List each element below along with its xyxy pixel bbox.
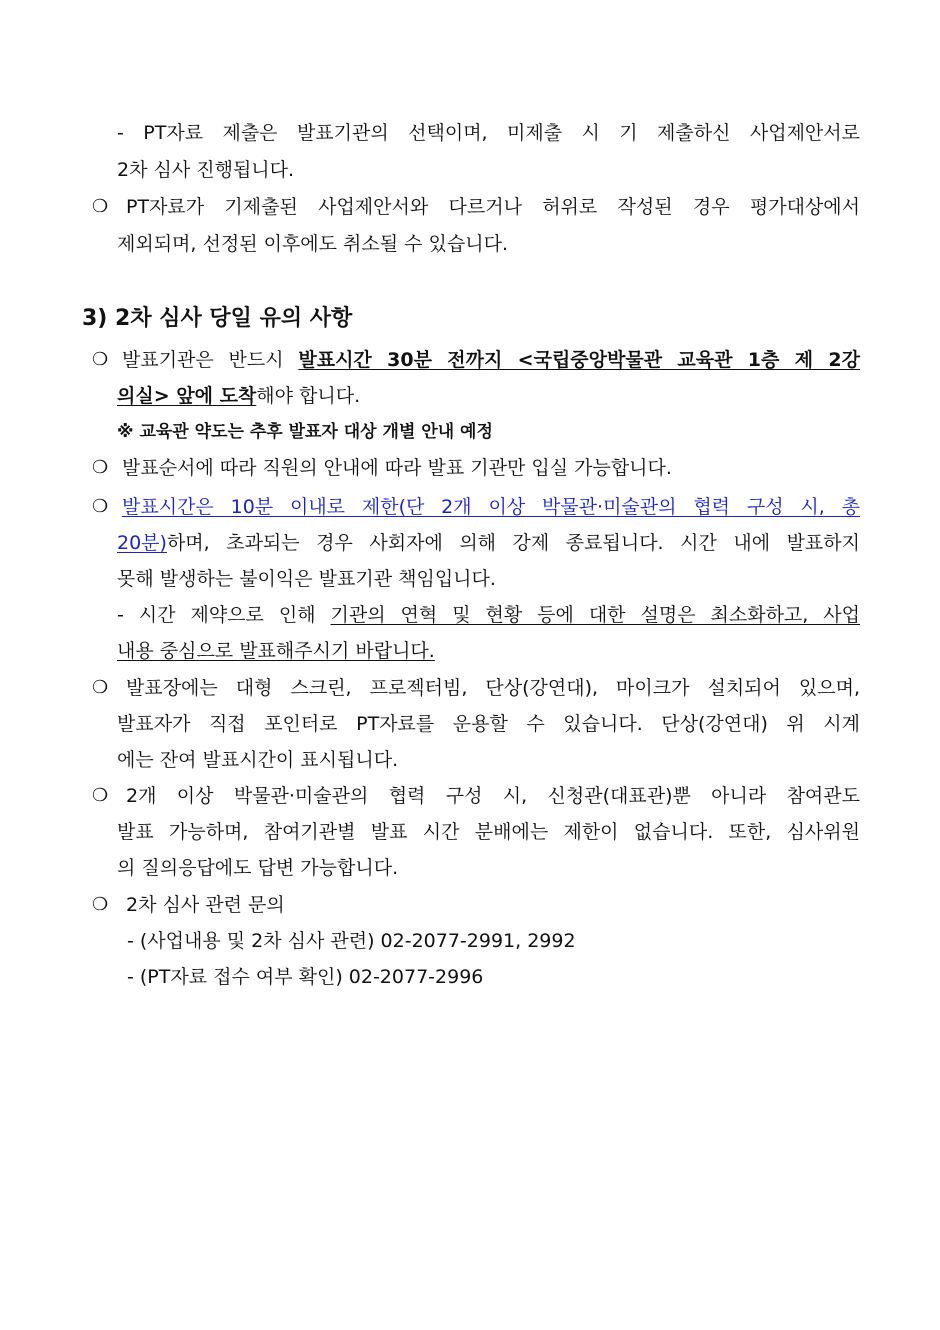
circle-bullet-icon: ❍ [92,496,109,517]
circle-bullet-icon: ❍ [92,196,109,217]
circle-bullet-icon: ❍ [92,349,109,370]
text-span: 하며, 초과되는 경우 사회자에 의해 강제 종료됩니다. 시간 내에 발표하지 [166,532,860,554]
paragraph-line: 발표순서에 따라 직원의 안내에 따라 발표 기관만 입실 가능합니다. [122,457,672,479]
paragraph-line: 못해 발생하는 불이익은 발표기관 책임입니다. [117,568,496,590]
paragraph-line: - PT자료 제출은 발표기관의 선택이며, 미제출 시 기 제출하신 사업제안서로 [117,122,860,144]
text-span: 발표기관은 반드시 [122,349,299,371]
paragraph-line: 에는 잔여 발표시간이 표시됩니다. [117,749,399,771]
paragraph-line: 발표자가 직접 포인터로 PT자료를 운용할 수 있습니다. 단상(강연대) 위 시계 [117,713,860,735]
paragraph-line: 발표 가능하며, 참여기관별 발표 시간 분배에는 제한이 없습니다. 또한, 심사위원 [117,821,860,843]
circle-bullet-icon: ❍ [92,894,109,915]
paragraph-line: 2개 이상 박물관·미술관의 협력 구성 시, 신청관(대표관)뿐 아니라 참여관도 [126,785,860,807]
contact-line: - (PT자료 접수 여부 확인) 02-2077-2996 [127,966,484,988]
paragraph-line [117,530,860,556]
paragraph-line: 2차 심사 관련 문의 [126,894,285,916]
underlined-text: 기관의 연혁 및 현황 등에 대한 설명은 최소화하고, 사업 [330,604,860,626]
paragraph-line [117,602,860,628]
underlined-text: 의실> 앞에 도착 [117,385,257,407]
circle-bullet-icon: ❍ [92,677,109,698]
paragraph-line: 2차 심사 진행됩니다. [117,159,295,181]
circle-bullet-icon: ❍ [92,457,109,478]
highlight-text: 발표시간은 10분 이내로 제한(단 2개 이상 박물관·미술관의 협력 구성 시, 총 [122,496,860,518]
underlined-text: 발표시간 30분 전까지 <국립중앙박물관 교육관 1층 제 2강 [298,349,860,371]
circle-bullet-icon: ❍ [92,785,109,806]
paragraph-line: 제외되며, 선정된 이후에도 취소될 수 있습니다. [117,233,509,255]
section-heading: 3) 2차 심사 당일 유의 사항 [82,306,353,331]
highlight-text: 20분) [117,532,167,554]
text-span: 해야 합니다. [256,385,361,407]
paragraph-line: PT자료가 기제출된 사업제안서와 다르거나 허위로 작성된 경우 평가대상에서 [126,196,860,218]
note-line: ※ 교육관 약도는 추후 발표자 대상 개별 안내 예정 [117,422,493,442]
paragraph-line [122,347,860,373]
underlined-text: 내용 중심으로 발표해주시기 바랍니다. [117,640,435,662]
paragraph-line: 발표장에는 대형 스크린, 프로젝터빔, 단상(강연대), 마이크가 설치되어 있으며, [126,677,860,699]
contact-line: - (사업내용 및 2차 심사 관련) 02-2077-2991, 2992 [127,930,576,952]
text-span: - 시간 제약으로 인해 [117,604,331,626]
paragraph-line [117,383,360,409]
paragraph-line: 의 질의응답에도 답변 가능합니다. [117,857,399,879]
